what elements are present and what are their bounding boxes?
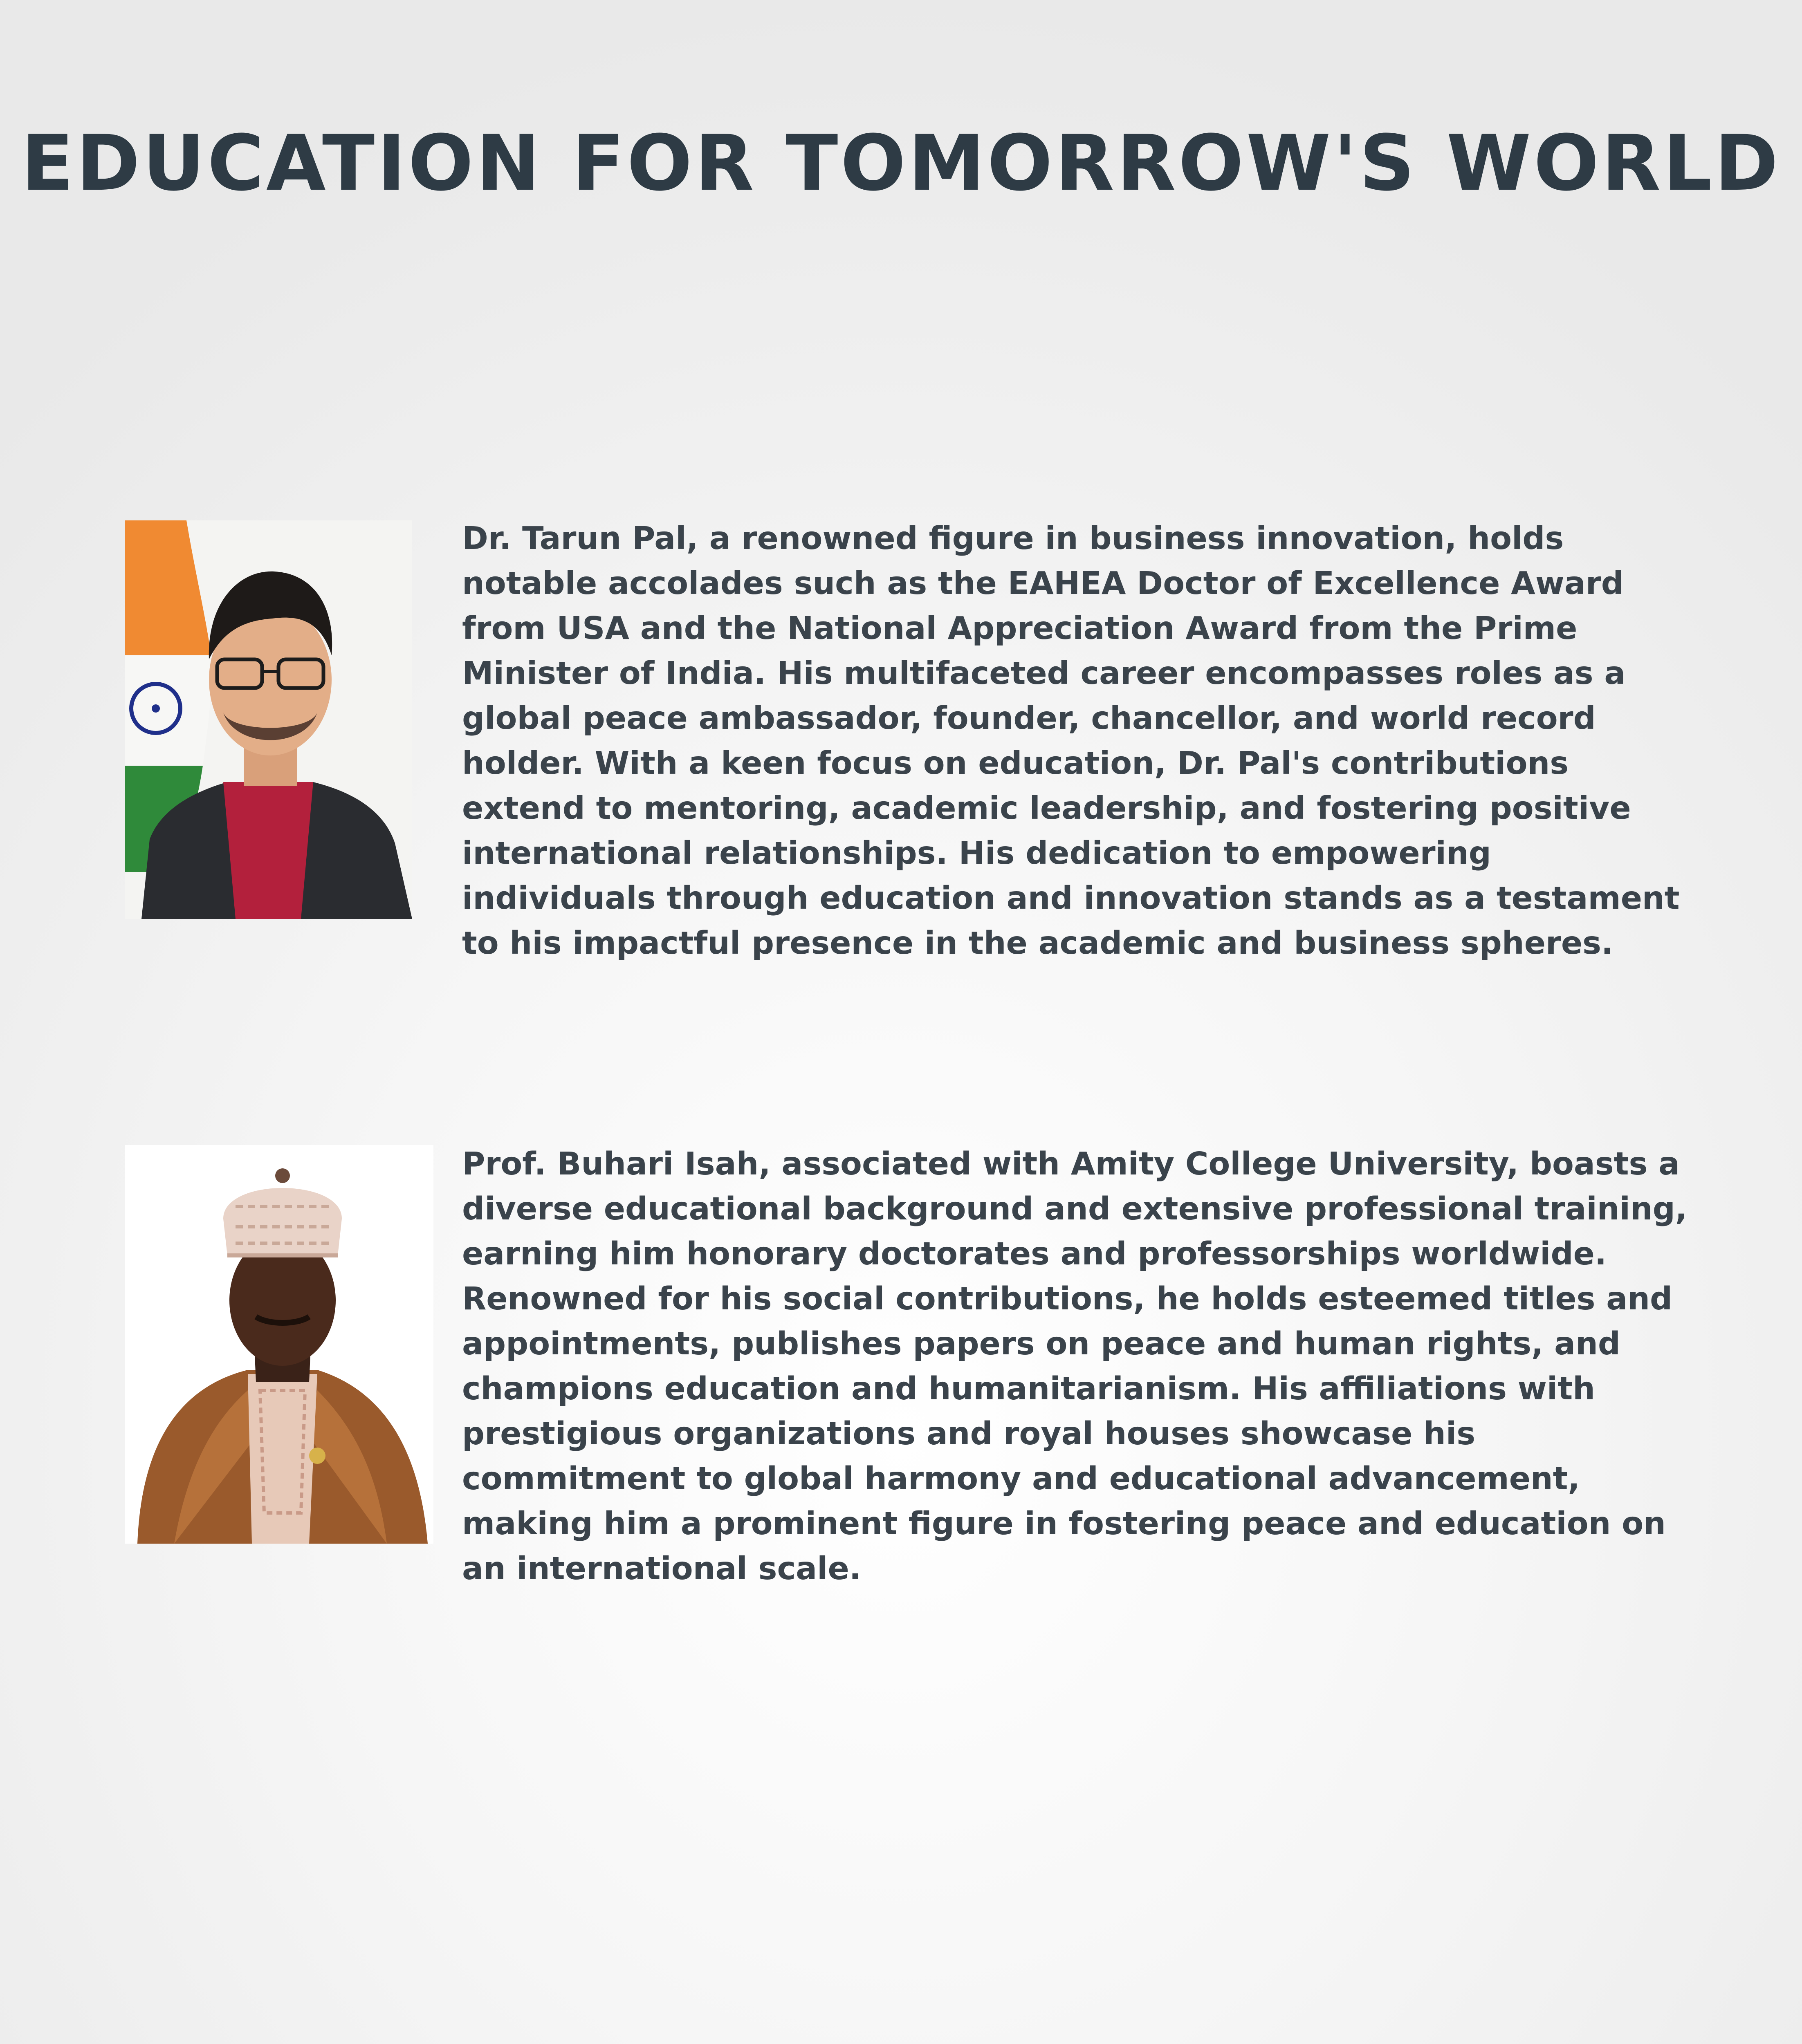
portrait-icon	[125, 1145, 433, 1544]
author-photo-tarun-pal	[125, 520, 412, 919]
portrait-icon	[125, 520, 412, 919]
book-title: EDUCATION FOR TOMORROW'S WORLD	[21, 119, 1781, 208]
author-bio-buhari-isah: Prof. Buhari Isah, associated with Amity College University, boasts a diverse educational background and extensive professional training, earning him honorary doctorates and professorships worldwide. Renowned for his social contributions, he holds esteemed titles and appointments, publishes papers on peace and human rights, and champions education and humanitarianism. His affiliations with prestigious organizations and royal houses showcase his commitment to global harmony and educational advancement, making him a prominent figure in fostering peace and education on an international scale.	[462, 1146, 1688, 1587]
author-bio-tarun-pal: Dr. Tarun Pal, a renowned figure in business innovation, holds notable accolades such as the EAHEA Doctor of Excellence Award from USA and the National Appreciation Award from the Prime Minister of India. His multifaceted career encompasses roles as a global peace ambassador, founder, chancellor, and world record holder. With a keen focus on education, Dr. Pal's contributions extend to mentoring, academic leadership, and fostering positive international relationships. His dedication to empowering individuals through education and innovation stands as a testament to his impactful presence in the academic and business spheres.	[462, 520, 1680, 961]
author-photo-buhari-isah	[125, 1145, 433, 1544]
